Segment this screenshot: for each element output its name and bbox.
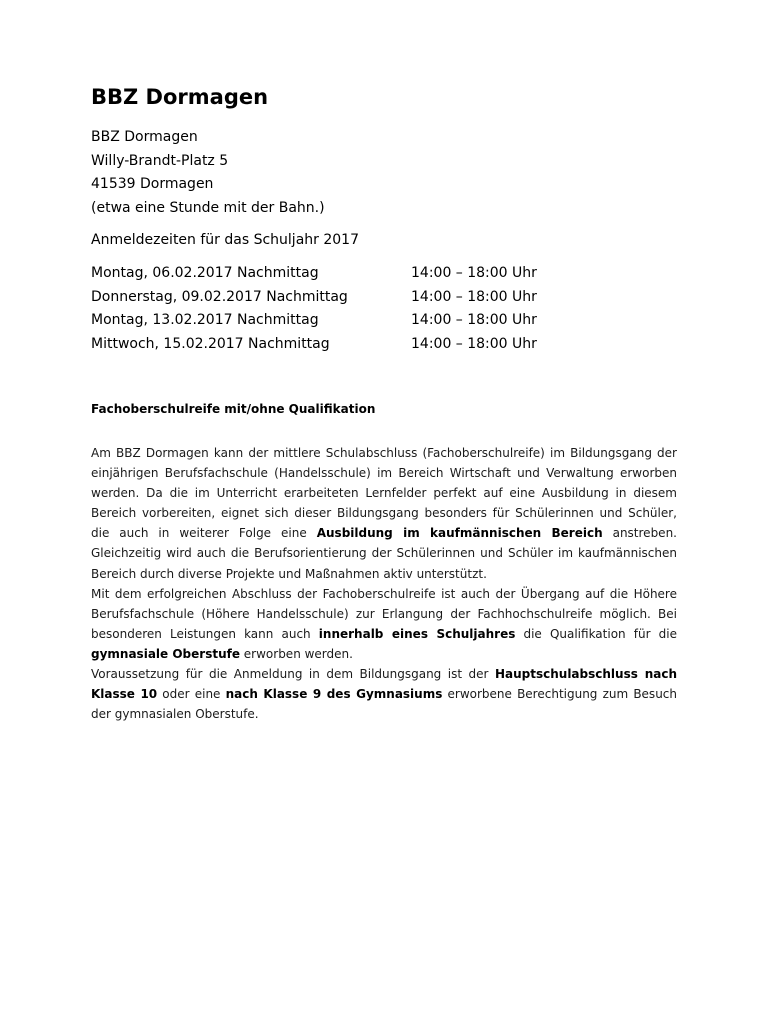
text-run: die Qualifikation für die <box>515 626 677 641</box>
text-run: anstreben. Gleichzeitig wird auch die Berufsorientierung der Schülerinnen und Schüler im kaufmännischen Bereich durch diverse Projekte und Maßnahmen aktiv unterstützt. <box>91 526 677 581</box>
paragraph-requirements <box>91 664 677 724</box>
emphasis-run: nach Klasse 9 des Gymnasiums <box>225 687 443 702</box>
schedule-row <box>91 286 677 310</box>
address-line-note: (etwa eine Stunde mit der Bahn.) <box>91 199 325 216</box>
schedule-table <box>91 262 677 356</box>
registration-heading: Anmeldezeiten für das Schuljahr 2017 <box>91 232 359 248</box>
schedule-row <box>91 262 677 286</box>
schedule-row <box>91 333 677 357</box>
schedule-day: Mittwoch, 15.02.2017 Nachmittag <box>91 335 330 352</box>
schedule-day: Montag, 06.02.2017 Nachmittag <box>91 265 319 281</box>
address-line-city: 41539 Dormagen <box>91 176 214 192</box>
address-line-name: BBZ Dormagen <box>91 129 198 145</box>
text-run: erworbene Berechtigung zum Besuch der gymnasialen Oberstufe. <box>91 687 677 722</box>
schedule-time: 14:00 – 18:00 Uhr <box>411 335 537 352</box>
schedule-time: 14:00 – 18:00 Uhr <box>411 312 537 328</box>
text-run: Am BBZ Dormagen kann der mittlere Schulabschluss (Fachoberschulreife) im Bildungsgang der einjährigen Berufsfachschule (Handelsschule) im Bereich Wirtschaft und Verwaltung erworben werden. Da die im Unterricht erarbeiteten Lernfelder perfekt auf eine Ausbildung in diesem Bereich vorbereiten, eignet sich dieser Bildungsgang besonders für Schülerinnen und Schüler, die auch in weiterer Folge eine <box>91 446 677 541</box>
emphasis-run: Hauptschulabschluss nach Klasse 10 <box>91 667 678 702</box>
schedule-day: Donnerstag, 09.02.2017 Nachmittag <box>91 288 348 305</box>
schedule-time: 14:00 – 18:00 Uhr <box>411 265 537 281</box>
section-heading: Fachoberschulreife mit/ohne Qualifikation <box>91 402 376 416</box>
emphasis-run: Ausbildung im kaufmännischen Bereich <box>316 526 603 541</box>
paragraph-transition <box>91 584 677 664</box>
document-title: BBZ Dormagen <box>91 85 269 109</box>
schedule-day: Montag, 13.02.2017 Nachmittag <box>91 312 319 328</box>
text-run: Voraussetzung für die Anmeldung in dem Bildungsgang ist der <box>91 667 495 682</box>
schedule-row <box>91 309 677 333</box>
emphasis-run: gymnasiale Oberstufe <box>91 646 240 661</box>
address-block <box>91 126 325 220</box>
address-line-street: Willy-Brandt-Platz 5 <box>91 152 229 169</box>
schedule-time: 14:00 – 18:00 Uhr <box>411 288 537 305</box>
text-run: oder eine <box>157 687 226 702</box>
body-text <box>91 443 677 724</box>
text-run: Mit dem erfolgreichen Abschluss der Fachoberschulreife ist auch der Übergang auf die Höhere Berufsfachschule (Höhere Handelsschule) zur Erlangung der Fachhochschulreife möglich. Bei besonderen Leistungen kann auch <box>91 586 677 641</box>
paragraph-program <box>91 443 677 584</box>
emphasis-run: innerhalb eines Schuljahres <box>318 626 516 641</box>
text-run: erworben werden. <box>239 646 353 661</box>
